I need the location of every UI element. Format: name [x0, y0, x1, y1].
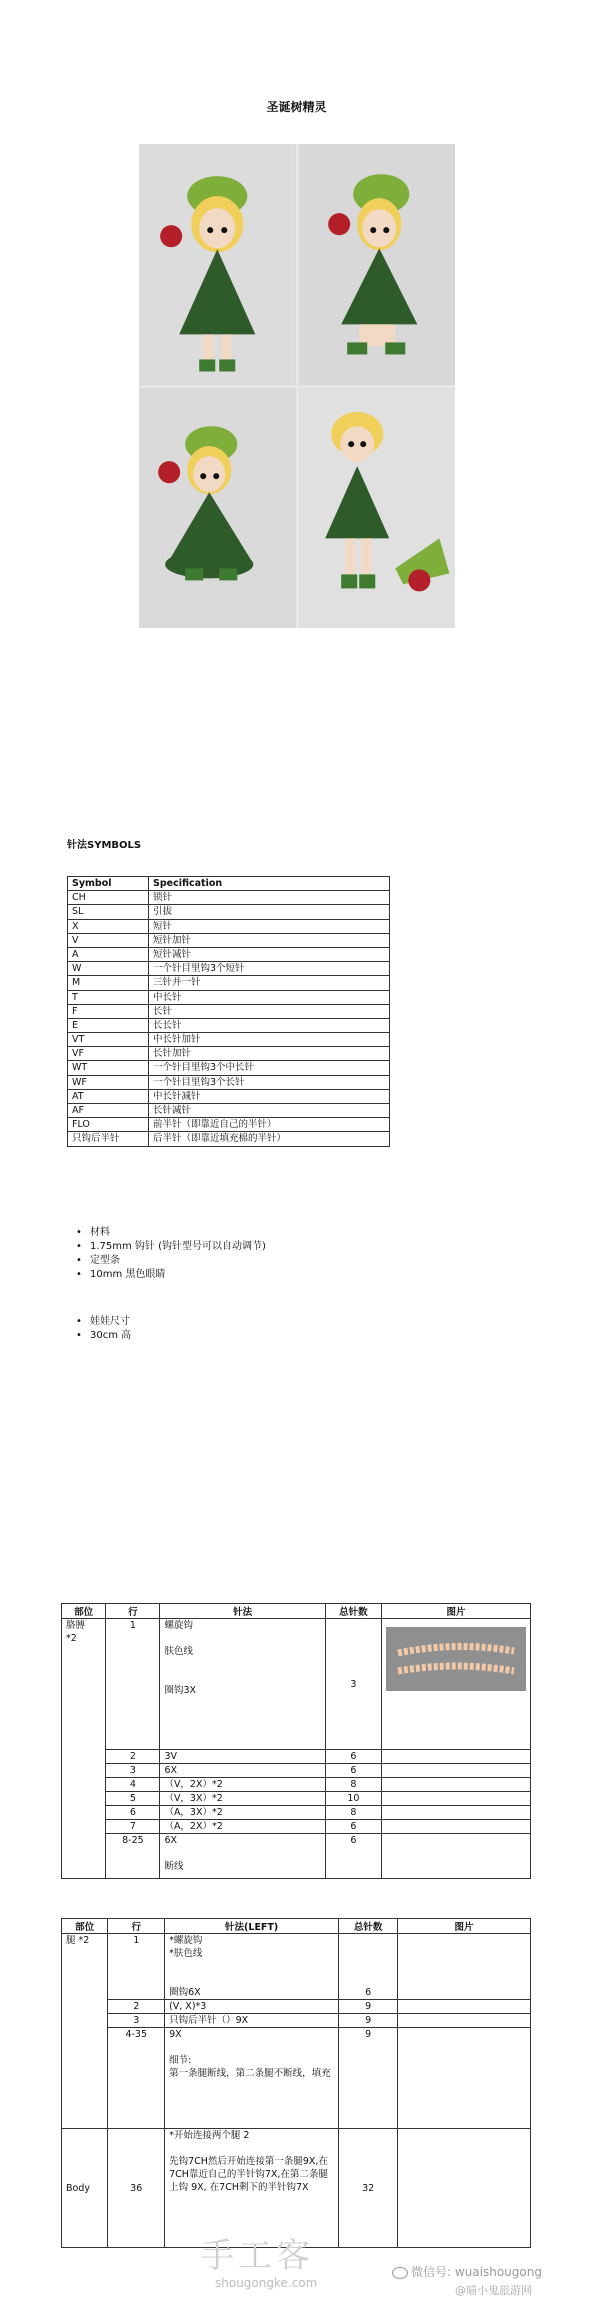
picture-cell — [398, 2129, 531, 2248]
stitch-cell: 9X 细节: 第一条腿断线，第二条腿不断线，填充 — [165, 2028, 339, 2129]
stitch-cell: （V，3X）*2 — [160, 1792, 325, 1806]
part-cell: 胳膊 *2 — [62, 1619, 106, 1879]
total-cell: 3 — [325, 1619, 381, 1750]
watermark-wechat-text: 微信号: wuaishougong — [411, 2265, 542, 2279]
table-row — [68, 1004, 390, 1018]
symbols-table-body — [68, 891, 390, 1146]
specification-cell: 后半针（即靠近填充棉的半针） — [149, 1132, 390, 1146]
row-cell: 8-25 — [106, 1834, 160, 1879]
row-cell: 6 — [106, 1806, 160, 1820]
stitch-cell: (V, X)*3 — [165, 2000, 339, 2014]
total-cell: 6 — [325, 1820, 381, 1834]
table-row — [68, 962, 390, 976]
watermark-url: shougongke.com — [215, 2276, 318, 2290]
specification-cell: 长针加针 — [149, 1047, 390, 1061]
leg-pattern-table — [61, 1918, 531, 2248]
symbol-cell: E — [68, 1018, 149, 1032]
total-cell: 6 — [325, 1750, 381, 1764]
specification-cell: 中长针 — [149, 990, 390, 1004]
total-cell: 10 — [325, 1792, 381, 1806]
materials-list — [90, 1226, 266, 1282]
doll-photo-side — [299, 144, 456, 385]
table-row — [68, 947, 390, 961]
total-cell: 8 — [325, 1778, 381, 1792]
symbol-cell: AF — [68, 1104, 149, 1118]
picture-cell — [381, 1792, 530, 1806]
doll-photo-front — [139, 144, 296, 385]
watermark-wechat — [392, 2263, 542, 2280]
symbols-table — [67, 876, 390, 1147]
total-cell: 9 — [339, 2014, 398, 2028]
row-cell: 2 — [106, 1750, 160, 1764]
picture-cell — [381, 1778, 530, 1792]
stitch-cell: 3V — [160, 1750, 325, 1764]
picture-cell — [398, 2000, 531, 2014]
table-row — [62, 1764, 531, 1778]
picture-cell — [381, 1834, 530, 1879]
picture-cell — [398, 1934, 531, 2000]
watermark-weibo: @喵小鬼旅游网 — [455, 2284, 532, 2297]
specification-cell: 一个针目里钩3个中长针 — [149, 1061, 390, 1075]
picture-cell — [381, 1820, 530, 1834]
total-cell: 6 — [325, 1834, 381, 1879]
total-cell: 9 — [339, 2000, 398, 2014]
list-item: • 1.75mm 钩针 (钩针型号可以自动调节) — [90, 1240, 266, 1254]
row-cell: 3 — [106, 1764, 160, 1778]
symbols-heading: 针法SYMBOLS — [67, 840, 142, 851]
stitch-cell: 螺旋钩 肤色线 圈钩3X — [160, 1619, 325, 1750]
symbol-cell: SL — [68, 905, 149, 919]
column-header: 行 — [108, 1919, 165, 1934]
list-item: • 材料 — [90, 1226, 266, 1240]
table-header-row — [62, 1604, 531, 1619]
specification-cell: 长针 — [149, 1004, 390, 1018]
specification-cell: 长长针 — [149, 1018, 390, 1032]
specification-cell: 前半针（即靠近自己的半针） — [149, 1118, 390, 1132]
table-header-row — [62, 1919, 531, 1934]
doll-size-list — [90, 1315, 131, 1343]
column-header: 部位 — [62, 1604, 106, 1619]
symbol-cell: W — [68, 962, 149, 976]
column-header: 部位 — [62, 1919, 108, 1934]
symbol-cell: VF — [68, 1047, 149, 1061]
table-row — [68, 990, 390, 1004]
list-item: • 30cm 高 — [90, 1329, 131, 1343]
picture-cell — [398, 2014, 531, 2028]
table-row — [68, 919, 390, 933]
specification-cell: 短针减针 — [149, 947, 390, 961]
leg-table-body — [62, 1934, 531, 2248]
specification-cell: 长针减针 — [149, 1104, 390, 1118]
symbol-cell: AT — [68, 1089, 149, 1103]
table-row — [68, 1104, 390, 1118]
table-row — [68, 1061, 390, 1075]
column-header: Specification — [149, 877, 390, 891]
part-cell: 腿 *2 — [62, 1934, 108, 2129]
watermark-logo: 手工客 — [200, 2236, 314, 2276]
picture-cell — [381, 1619, 530, 1750]
row-cell: 5 — [106, 1792, 160, 1806]
column-header: 针法 — [160, 1604, 325, 1619]
row-cell: 36 — [108, 2129, 165, 2248]
arm-photo — [386, 1627, 526, 1691]
table-row — [62, 1934, 531, 2000]
column-header: 总针数 — [325, 1604, 381, 1619]
symbol-cell: VT — [68, 1033, 149, 1047]
picture-cell — [398, 2028, 531, 2129]
arm-pattern-table — [61, 1603, 531, 1879]
wechat-icon — [392, 2267, 408, 2279]
table-row — [62, 1834, 531, 1879]
specification-cell: 短针 — [149, 919, 390, 933]
total-cell: 9 — [339, 2028, 398, 2129]
stitch-cell: *开始连接两个腿 2 先钩7CH然后开始连接第一条腿9X,在7CH靠近自己的半针钩7X,在第二条腿上钩 9X, 在7CH剩下的半针钩7X — [165, 2129, 339, 2248]
table-row — [62, 2014, 531, 2028]
table-row — [62, 1806, 531, 1820]
list-item: • 10mm 黑色眼睛 — [90, 1268, 266, 1282]
specification-cell: 中长针减针 — [149, 1089, 390, 1103]
table-row — [62, 1820, 531, 1834]
symbol-cell: M — [68, 976, 149, 990]
symbol-cell: A — [68, 947, 149, 961]
table-row — [68, 1033, 390, 1047]
table-row — [68, 1132, 390, 1146]
symbol-cell: T — [68, 990, 149, 1004]
specification-cell: 中长针加针 — [149, 1033, 390, 1047]
specification-cell: 锁针 — [149, 891, 390, 905]
total-cell: 6 — [325, 1764, 381, 1778]
symbol-cell: CH — [68, 891, 149, 905]
stitch-cell: 6X 断线 — [160, 1834, 325, 1879]
doll-photo-grid — [139, 144, 455, 628]
picture-cell — [381, 1750, 530, 1764]
column-header: 总针数 — [339, 1919, 398, 1934]
column-header: 图片 — [381, 1604, 530, 1619]
table-row — [68, 1047, 390, 1061]
stitch-cell: *螺旋钩 *肤色线 圈钩6X — [165, 1934, 339, 2000]
doll-photo-sitting — [139, 388, 296, 629]
table-header-row — [68, 877, 390, 891]
column-header: 行 — [106, 1604, 160, 1619]
table-row — [68, 1089, 390, 1103]
table-row — [68, 905, 390, 919]
row-cell: 7 — [106, 1820, 160, 1834]
specification-cell: 短针加针 — [149, 933, 390, 947]
stitch-cell: 6X — [160, 1764, 325, 1778]
list-item: • 娃娃尺寸 — [90, 1315, 131, 1329]
row-cell: 4-35 — [108, 2028, 165, 2129]
symbol-cell: 只钩后半针 — [68, 1132, 149, 1146]
symbol-cell: X — [68, 919, 149, 933]
part-cell: Body — [62, 2129, 108, 2248]
doll-photo-with-hat — [299, 388, 456, 629]
table-row — [62, 1619, 531, 1750]
table-row — [68, 891, 390, 905]
table-row — [68, 1075, 390, 1089]
table-row — [68, 933, 390, 947]
symbol-cell: FLO — [68, 1118, 149, 1132]
symbol-cell: WT — [68, 1061, 149, 1075]
picture-cell — [381, 1806, 530, 1820]
row-cell: 1 — [108, 1934, 165, 2000]
specification-cell: 一个针目里钩3个短针 — [149, 962, 390, 976]
stitch-cell: 只钩后半针（）9X — [165, 2014, 339, 2028]
specification-cell: 三针并一针 — [149, 976, 390, 990]
table-row — [62, 1792, 531, 1806]
total-cell: 32 — [339, 2129, 398, 2248]
column-header: Symbol — [68, 877, 149, 891]
stitch-cell: （A，2X）*2 — [160, 1820, 325, 1834]
list-item: • 定型条 — [90, 1254, 266, 1268]
table-row — [68, 976, 390, 990]
specification-cell: 引拔 — [149, 905, 390, 919]
row-cell: 3 — [108, 2014, 165, 2028]
column-header: 图片 — [398, 1919, 531, 1934]
symbol-cell: V — [68, 933, 149, 947]
column-header: 针法(LEFT) — [165, 1919, 339, 1934]
total-cell: 6 — [339, 1934, 398, 2000]
table-row — [62, 1750, 531, 1764]
stitch-cell: （V，2X）*2 — [160, 1778, 325, 1792]
row-cell: 4 — [106, 1778, 160, 1792]
total-cell: 8 — [325, 1806, 381, 1820]
row-cell: 2 — [108, 2000, 165, 2014]
symbol-cell: F — [68, 1004, 149, 1018]
picture-cell — [381, 1764, 530, 1778]
row-cell: 1 — [106, 1619, 160, 1750]
table-row — [68, 1118, 390, 1132]
arm-table-body — [62, 1619, 531, 1879]
specification-cell: 一个针目里钩3个长针 — [149, 1075, 390, 1089]
symbol-cell: WF — [68, 1075, 149, 1089]
table-row — [68, 1018, 390, 1032]
page-title: 圣诞树精灵 — [266, 100, 327, 114]
table-row — [62, 2000, 531, 2014]
table-row — [62, 2028, 531, 2129]
stitch-cell: （A，3X）*2 — [160, 1806, 325, 1820]
table-row — [62, 1778, 531, 1792]
